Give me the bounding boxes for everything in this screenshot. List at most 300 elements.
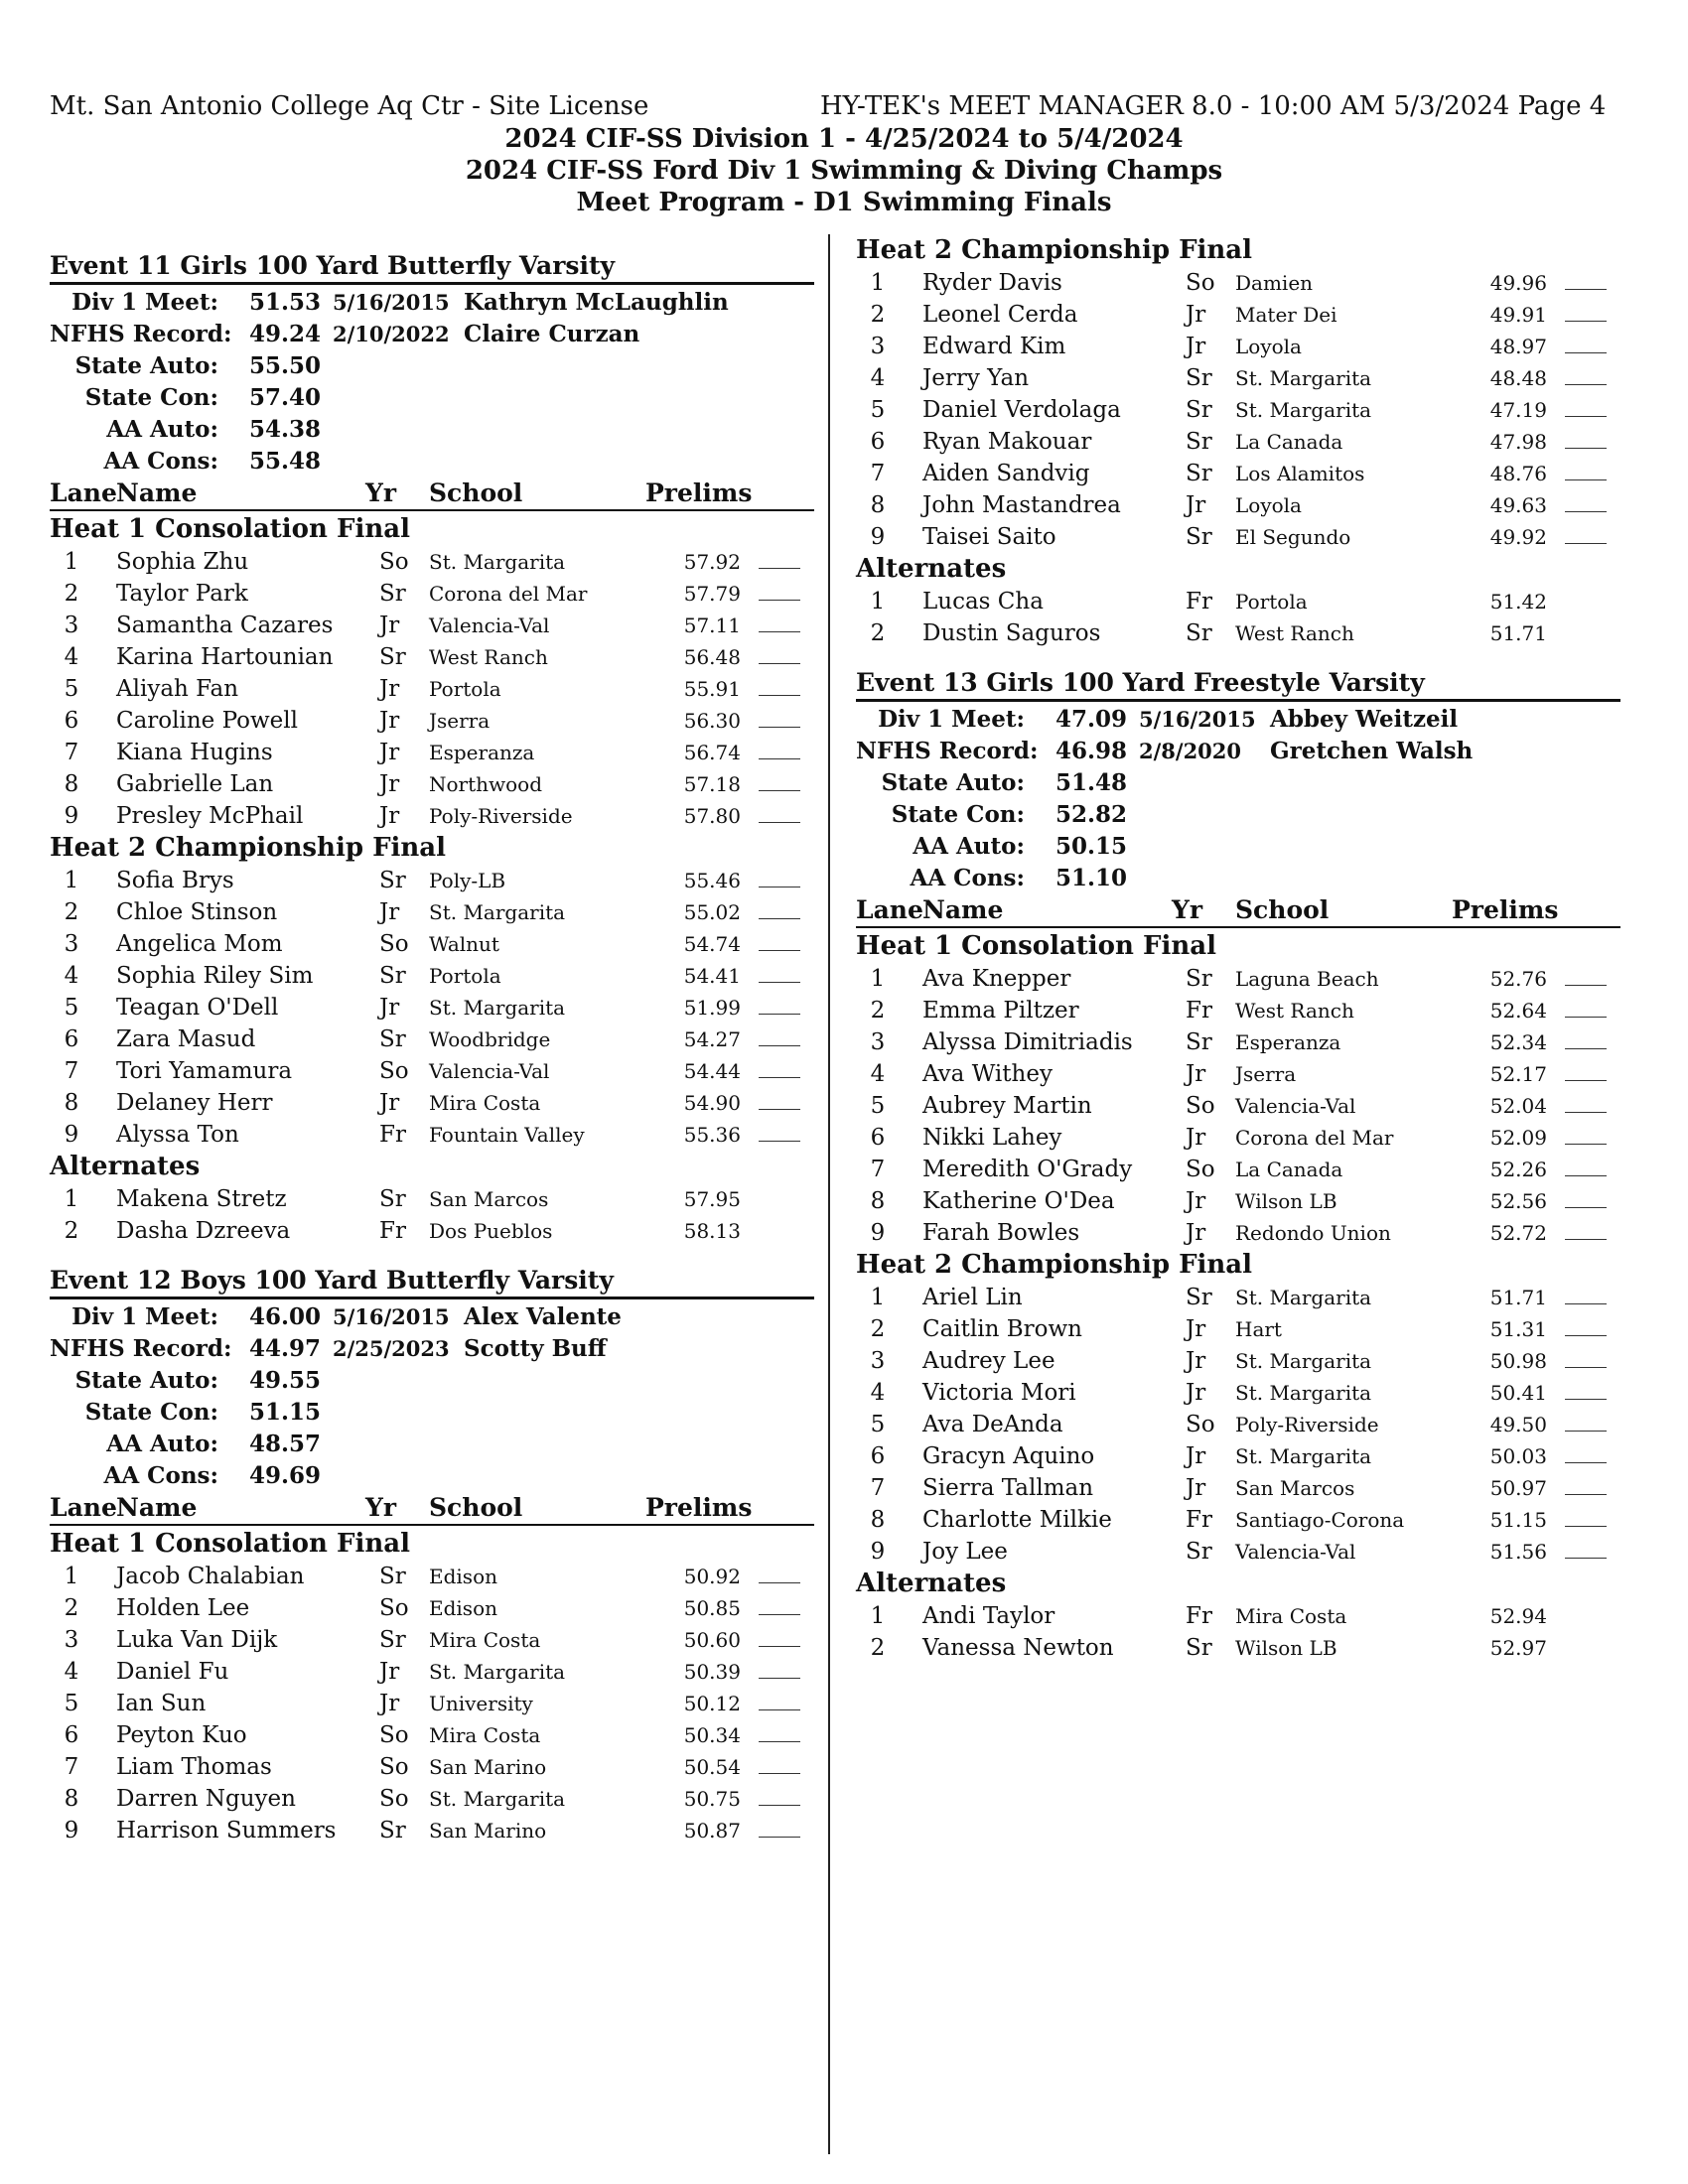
record-time: 49.24 — [249, 321, 322, 347]
header-meet-manager: HY-TEK's MEET MANAGER 8.0 - 10:00 AM 5/3/2024 Page 4 — [820, 91, 1607, 121]
swimmer-year: So — [1186, 1157, 1215, 1182]
swimmer-row — [50, 1024, 814, 1055]
lane-number: 1 — [64, 1186, 79, 1212]
swimmer-name: Teagan O'Dell — [116, 995, 279, 1021]
lane-number: 1 — [870, 966, 886, 992]
lane-number: 9 — [870, 1539, 886, 1565]
swimmer-name: Gracyn Aquino — [922, 1443, 1095, 1469]
record-row — [856, 831, 1620, 863]
swimmer-school: Mira Costa — [1235, 1604, 1347, 1628]
prelims-time: 52.26 — [1489, 1158, 1547, 1181]
swimmer-name: Peyton Kuo — [116, 1722, 247, 1748]
swimmer-row — [856, 1536, 1620, 1568]
record-row — [50, 382, 814, 414]
finals-time-blank — [1565, 1335, 1607, 1336]
prelims-time: 50.54 — [683, 1755, 741, 1779]
lane-number: 5 — [870, 1093, 886, 1119]
prelims-time: 50.41 — [1489, 1381, 1547, 1405]
lane-number: 1 — [870, 589, 886, 614]
swimmer-row — [50, 1624, 814, 1656]
swimmer-year: Sr — [1186, 966, 1212, 992]
finals-time-blank — [1565, 1526, 1607, 1527]
lane-number: 8 — [64, 1786, 79, 1812]
swimmer-year: So — [379, 1786, 409, 1812]
swimmer-school: Portola — [429, 964, 501, 988]
lane-number: 8 — [64, 1090, 79, 1116]
prelims-time: 52.34 — [1489, 1030, 1547, 1054]
swimmer-name: Audrey Lee — [922, 1348, 1055, 1374]
swimmer-year: Sr — [379, 963, 406, 989]
prelims-time: 56.30 — [683, 709, 741, 733]
swimmer-row — [50, 1751, 814, 1783]
column-header-name: Name — [922, 895, 1004, 924]
finals-time-blank — [1565, 1112, 1607, 1113]
finals-time-blank — [759, 918, 800, 919]
finals-time-blank — [1565, 511, 1607, 512]
swimmer-name: Makena Stretz — [116, 1186, 287, 1212]
swimmer-name: Darren Nguyen — [116, 1786, 296, 1812]
swimmer-row — [856, 394, 1620, 426]
lane-number: 9 — [64, 803, 79, 829]
finals-time-blank — [759, 695, 800, 696]
header-site-license: Mt. San Antonio College Aq Ctr - Site License — [50, 91, 649, 121]
swimmer-year: Jr — [379, 1691, 400, 1716]
swimmer-school: St. Margarita — [1235, 1349, 1372, 1373]
swimmer-name: Delaney Herr — [116, 1090, 273, 1116]
swimmer-year: So — [379, 1058, 409, 1084]
prelims-time: 54.44 — [683, 1059, 741, 1083]
finals-time-blank — [1565, 1494, 1607, 1495]
swimmer-row — [856, 299, 1620, 331]
swimmer-year: Jr — [379, 771, 400, 797]
swimmer-name: Luka Van Dijk — [116, 1627, 278, 1653]
swimmer-school: St. Margarita — [429, 1660, 566, 1684]
swimmer-school: Valencia-Val — [1235, 1094, 1356, 1118]
finals-time-blank — [1565, 1175, 1607, 1176]
finals-time-blank — [759, 1582, 800, 1583]
prelims-time: 57.92 — [683, 550, 741, 574]
prelims-time: 50.12 — [683, 1692, 741, 1715]
swimmer-row — [856, 1122, 1620, 1154]
prelims-time: 56.74 — [683, 741, 741, 764]
swimmer-year: Sr — [379, 581, 406, 607]
lane-number: 5 — [64, 1691, 79, 1716]
swimmer-school: Poly-LB — [429, 869, 506, 892]
swimmer-school: Mater Dei — [1235, 303, 1337, 327]
lane-number: 2 — [64, 581, 79, 607]
swimmer-year: So — [379, 931, 409, 957]
swimmer-name: Sophia Riley Sim — [116, 963, 314, 989]
record-holder: Scotty Buff — [464, 1335, 607, 1362]
column-header-lane: Lane — [50, 478, 117, 507]
finals-time-blank — [759, 631, 800, 632]
lane-number: 7 — [64, 740, 79, 765]
prelims-time: 48.76 — [1489, 462, 1547, 485]
record-label: AA Auto: — [106, 1431, 218, 1457]
swimmer-school: El Segundo — [1235, 525, 1351, 549]
swimmer-year: Jr — [379, 708, 400, 734]
swimmer-name: Ava DeAnda — [922, 1412, 1063, 1437]
heat-title: Heat 2 Championship Final — [50, 833, 447, 863]
column-header-name: Name — [116, 478, 198, 507]
record-row — [50, 287, 814, 319]
column-header-row — [50, 478, 814, 511]
prelims-time: 57.79 — [683, 582, 741, 606]
record-date: 5/16/2015 — [333, 1304, 450, 1329]
swimmer-row — [856, 1154, 1620, 1185]
finals-time-blank — [759, 1837, 800, 1838]
prelims-time: 52.09 — [1489, 1126, 1547, 1150]
swimmer-year: Jr — [1186, 1316, 1206, 1342]
swimmer-school: Valencia-Val — [429, 1059, 550, 1083]
finals-time-blank — [759, 950, 800, 951]
prelims-time: 50.98 — [1489, 1349, 1547, 1373]
swimmer-year: Jr — [379, 1659, 400, 1685]
swimmer-row — [50, 1561, 814, 1592]
swimmer-row — [50, 737, 814, 768]
swimmer-name: Presley McPhail — [116, 803, 304, 829]
event-11 — [50, 250, 814, 1247]
swimmer-year: Sr — [1186, 429, 1212, 455]
finals-time-blank — [759, 1014, 800, 1015]
swimmer-school: San Marcos — [429, 1187, 549, 1211]
swimmer-row — [856, 1345, 1620, 1377]
prelims-time: 50.34 — [683, 1723, 741, 1747]
swimmer-school: St. Margarita — [429, 900, 566, 924]
prelims-time: 51.56 — [1489, 1540, 1547, 1564]
lane-number: 5 — [870, 1412, 886, 1437]
swimmer-school: Hart — [1235, 1317, 1282, 1341]
swimmer-year: Sr — [379, 1564, 406, 1589]
record-row — [50, 446, 814, 478]
column-header-school: School — [429, 1493, 523, 1522]
prelims-time: 48.97 — [1489, 335, 1547, 358]
prelims-time: 54.90 — [683, 1091, 741, 1115]
swimmer-name: John Mastandrea — [922, 492, 1121, 518]
swimmer-row — [856, 1282, 1620, 1313]
lane-number: 7 — [870, 461, 886, 486]
heat-title: Heat 1 Consolation Final — [50, 1529, 410, 1559]
swimmer-name: Sofia Brys — [116, 868, 234, 893]
prelims-time: 52.56 — [1489, 1189, 1547, 1213]
record-label: State Auto: — [74, 1367, 218, 1394]
lane-number: 2 — [870, 302, 886, 328]
swimmer-year: Jr — [379, 1090, 400, 1116]
prelims-time: 51.71 — [1489, 621, 1547, 645]
swimmer-year: So — [1186, 1412, 1215, 1437]
swimmer-year: Fr — [379, 1218, 406, 1244]
swimmer-row — [856, 1472, 1620, 1504]
swimmer-school: West Ranch — [1235, 999, 1354, 1023]
finals-time-blank — [1565, 1558, 1607, 1559]
lane-number: 6 — [64, 1722, 79, 1748]
swimmer-year: Jr — [379, 613, 400, 638]
prelims-time: 47.19 — [1489, 398, 1547, 422]
swimmer-year: Jr — [1186, 1380, 1206, 1406]
record-time: 46.98 — [1055, 738, 1128, 764]
finals-time-blank — [759, 1678, 800, 1679]
finals-time-blank — [1565, 1239, 1607, 1240]
swimmer-row — [856, 1600, 1620, 1632]
prelims-time: 50.97 — [1489, 1476, 1547, 1500]
swimmer-name: Aliyah Fan — [116, 676, 239, 702]
lane-number: 9 — [64, 1122, 79, 1148]
swimmer-row — [856, 1409, 1620, 1440]
swimmer-school: West Ranch — [1235, 621, 1354, 645]
finals-time-blank — [1565, 543, 1607, 544]
swimmer-name: Caitlin Brown — [922, 1316, 1082, 1342]
swimmer-row — [50, 1215, 814, 1247]
swimmer-row — [50, 1183, 814, 1215]
swimmer-year: So — [379, 1595, 409, 1621]
swimmer-row — [50, 546, 814, 578]
swimmer-name: Jerry Yan — [922, 365, 1030, 391]
swimmer-year: Sr — [379, 1818, 406, 1843]
swimmer-year: Sr — [1186, 365, 1212, 391]
column-header-prelims: Prelims — [1452, 895, 1559, 924]
swimmer-row — [50, 641, 814, 673]
swimmer-name: Victoria Mori — [922, 1380, 1076, 1406]
record-time: 55.48 — [249, 448, 322, 475]
lane-number: 3 — [870, 1029, 886, 1055]
swimmer-name: Vanessa Newton — [922, 1635, 1114, 1661]
finals-time-blank — [1565, 479, 1607, 480]
swimmer-row — [50, 1783, 814, 1815]
finals-time-blank — [1565, 1462, 1607, 1463]
swimmer-year: Sr — [379, 1026, 406, 1052]
lane-number: 2 — [64, 1595, 79, 1621]
title-program: Meet Program - D1 Swimming Finals — [576, 188, 1112, 217]
column-header-yr: Yr — [1172, 895, 1203, 924]
lane-number: 6 — [64, 1026, 79, 1052]
prelims-time: 57.18 — [683, 772, 741, 796]
swimmer-row — [856, 1313, 1620, 1345]
swimmer-school: Esperanza — [1235, 1030, 1341, 1054]
finals-time-blank — [1565, 448, 1607, 449]
swimmer-row — [856, 426, 1620, 458]
swimmer-row — [50, 1719, 814, 1751]
finals-time-blank — [759, 1741, 800, 1742]
lane-number: 9 — [870, 524, 886, 550]
swimmer-school: St. Margarita — [1235, 1381, 1372, 1405]
record-row — [856, 799, 1620, 831]
swimmer-school: St. Margarita — [1235, 1286, 1372, 1309]
event-12 — [50, 1265, 814, 1846]
prelims-time: 51.71 — [1489, 1286, 1547, 1309]
swimmer-row — [856, 586, 1620, 617]
swimmer-name: Taylor Park — [116, 581, 248, 607]
swimmer-name: Lucas Cha — [922, 589, 1044, 614]
swimmer-school: St. Margarita — [1235, 398, 1372, 422]
event-13 — [856, 667, 1620, 1664]
swimmer-school: La Canada — [1235, 430, 1343, 454]
record-holder: Alex Valente — [464, 1303, 622, 1330]
record-holder: Kathryn McLaughlin — [464, 289, 729, 316]
swimmer-row — [50, 1688, 814, 1719]
lane-number: 6 — [64, 708, 79, 734]
record-row — [856, 767, 1620, 799]
swimmer-row — [856, 458, 1620, 489]
swimmer-name: Nikki Lahey — [922, 1125, 1062, 1151]
swimmer-year: Fr — [1186, 1507, 1212, 1533]
swimmer-name: Kiana Hugins — [116, 740, 273, 765]
swimmer-school: Loyola — [1235, 335, 1302, 358]
swimmer-name: Holden Lee — [116, 1595, 250, 1621]
finals-time-blank — [759, 1614, 800, 1615]
swimmer-row — [50, 800, 814, 832]
swimmer-year: Jr — [1186, 1125, 1206, 1151]
swimmer-row — [50, 673, 814, 705]
lane-number: 4 — [870, 1380, 886, 1406]
lane-number: 2 — [870, 998, 886, 1024]
swimmer-year: Jr — [1186, 1348, 1206, 1374]
column-header-lane: Lane — [856, 895, 923, 924]
swimmer-row — [50, 865, 814, 896]
swimmer-school: West Ranch — [429, 645, 548, 669]
prelims-time: 56.48 — [683, 645, 741, 669]
swimmer-school: Poly-Riverside — [1235, 1413, 1379, 1436]
finals-time-blank — [1565, 1048, 1607, 1049]
finals-time-blank — [759, 790, 800, 791]
swimmer-row — [856, 1058, 1620, 1090]
prelims-time: 58.13 — [683, 1219, 741, 1243]
swimmer-year: Jr — [379, 740, 400, 765]
finals-time-blank — [1565, 1080, 1607, 1081]
finals-time-blank — [759, 1773, 800, 1774]
swimmer-school: Laguna Beach — [1235, 967, 1379, 991]
prelims-time: 52.17 — [1489, 1062, 1547, 1086]
swimmer-name: Samantha Cazares — [116, 613, 334, 638]
swimmer-school: San Marino — [429, 1819, 547, 1843]
swimmer-row — [856, 1632, 1620, 1664]
finals-time-blank — [759, 663, 800, 664]
record-time: 51.48 — [1055, 769, 1128, 796]
prelims-time: 49.63 — [1489, 493, 1547, 517]
lane-number: 6 — [870, 1443, 886, 1469]
record-row — [50, 1460, 814, 1492]
swimmer-school: Northwood — [429, 772, 543, 796]
swimmer-school: Damien — [1235, 271, 1314, 295]
swimmer-name: Harrison Summers — [116, 1818, 337, 1843]
finals-time-blank — [1565, 1207, 1607, 1208]
swimmer-school: Los Alamitos — [1235, 462, 1365, 485]
swimmer-year: Sr — [1186, 1539, 1212, 1565]
prelims-time: 49.91 — [1489, 303, 1547, 327]
record-time: 55.50 — [249, 352, 322, 379]
prelims-time: 51.42 — [1489, 590, 1547, 614]
swimmer-row — [50, 928, 814, 960]
swimmer-year: Sr — [1186, 1635, 1212, 1661]
swimmer-year: So — [1186, 1093, 1215, 1119]
swimmer-row — [50, 1055, 814, 1087]
swimmer-name: Caroline Powell — [116, 708, 299, 734]
swimmer-name: Edward Kim — [922, 334, 1066, 359]
heat-title: Heat 2 Championship Final — [856, 1250, 1253, 1280]
lane-number: 1 — [64, 549, 79, 575]
finals-time-blank — [759, 727, 800, 728]
lane-number: 9 — [870, 1220, 886, 1246]
swimmer-name: Tori Yamamura — [116, 1058, 293, 1084]
prelims-time: 50.03 — [1489, 1444, 1547, 1468]
lane-number: 8 — [870, 1188, 886, 1214]
swimmer-name: Chloe Stinson — [116, 899, 278, 925]
record-label: State Con: — [84, 384, 218, 411]
swimmer-row — [50, 1087, 814, 1119]
finals-time-blank — [1565, 416, 1607, 417]
lane-number: 4 — [870, 365, 886, 391]
lane-number: 8 — [870, 1507, 886, 1533]
prelims-time: 50.85 — [683, 1596, 741, 1620]
record-time: 54.38 — [249, 416, 322, 443]
finals-time-blank — [759, 1646, 800, 1647]
prelims-time: 49.50 — [1489, 1413, 1547, 1436]
record-time: 49.55 — [249, 1367, 322, 1394]
prelims-time: 51.15 — [1489, 1508, 1547, 1532]
finals-time-blank — [1565, 321, 1607, 322]
prelims-time: 51.31 — [1489, 1317, 1547, 1341]
swimmer-year: Jr — [379, 803, 400, 829]
swimmer-name: Zara Masud — [116, 1026, 256, 1052]
lane-number: 2 — [870, 1635, 886, 1661]
finals-time-blank — [1565, 1431, 1607, 1432]
finals-time-blank — [1565, 1144, 1607, 1145]
lane-number: 6 — [870, 1125, 886, 1151]
record-time: 46.00 — [249, 1303, 322, 1330]
swimmer-row — [50, 610, 814, 641]
swimmer-school: La Canada — [1235, 1158, 1343, 1181]
event-12-continued — [856, 234, 1620, 649]
swimmer-row — [856, 521, 1620, 553]
prelims-time: 52.72 — [1489, 1221, 1547, 1245]
finals-time-blank — [1565, 289, 1607, 290]
swimmer-name: Alyssa Ton — [116, 1122, 239, 1148]
swimmer-row — [856, 1026, 1620, 1058]
lane-number: 2 — [870, 1316, 886, 1342]
record-row — [50, 1429, 814, 1460]
record-row — [50, 1397, 814, 1429]
event-title: Event 11 Girls 100 Yard Butterfly Varsity — [50, 250, 814, 285]
swimmer-school: Mira Costa — [429, 1723, 541, 1747]
column-header-row — [50, 1492, 814, 1526]
lane-number: 3 — [64, 931, 79, 957]
column-header-prelims: Prelims — [645, 1493, 753, 1522]
prelims-time: 54.27 — [683, 1027, 741, 1051]
swimmer-year: Sr — [1186, 524, 1212, 550]
swimmer-year: Sr — [1186, 620, 1212, 646]
swimmer-school: Wilson LB — [1235, 1636, 1337, 1660]
prelims-time: 47.98 — [1489, 430, 1547, 454]
finals-time-blank — [759, 758, 800, 759]
swimmer-year: Jr — [1186, 1188, 1206, 1214]
swimmer-school: Walnut — [429, 932, 499, 956]
record-label: State Con: — [84, 1399, 218, 1426]
prelims-time: 52.94 — [1489, 1604, 1547, 1628]
swimmer-year: Sr — [379, 644, 406, 670]
record-time: 51.53 — [249, 289, 322, 316]
swimmer-name: Liam Thomas — [116, 1754, 272, 1780]
prelims-time: 50.60 — [683, 1628, 741, 1652]
swimmer-school: Edison — [429, 1565, 497, 1588]
swimmer-year: So — [1186, 270, 1215, 296]
swimmer-year: Jr — [1186, 334, 1206, 359]
swimmer-name: Daniel Verdolaga — [922, 397, 1121, 423]
lane-number: 1 — [870, 270, 886, 296]
swimmer-name: Daniel Fu — [116, 1659, 229, 1685]
record-row — [856, 736, 1620, 767]
finals-time-blank — [1565, 1017, 1607, 1018]
finals-time-blank — [759, 1805, 800, 1806]
column-header-prelims: Prelims — [645, 478, 753, 507]
